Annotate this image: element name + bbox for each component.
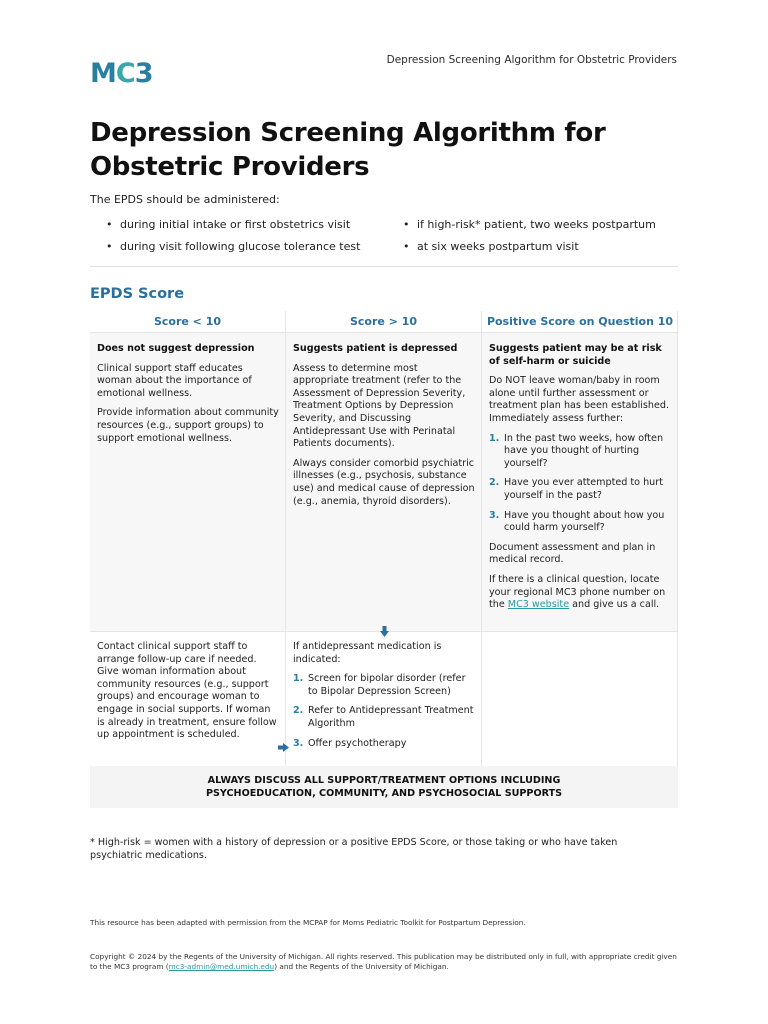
cell-q10-positive: Suggests patient may be at risk of self-harm or suicide Do NOT leave woman/baby in room alone until further assessment or treatment plan has been established. Immediately assess further: 1. In the past two weeks, how often have you thought of hurting yourself? 2. Have you ever attempted to hurt yourself in the past? 3. Have you thought about how you could harm yourself? Document assessment and plan in medical record. If there is a clinical question, locate your regional MC3 phone number on the MC3 website and give us a call.: [489, 343, 670, 611]
column-divider: [481, 311, 482, 766]
list-item: 3. Have you thought about how you could harm yourself?: [489, 509, 665, 534]
cell-background: [482, 631, 678, 766]
column-header-q10: Positive Score on Question 10: [482, 311, 678, 333]
bullet-item: • during visit following glucose tolerance test: [106, 240, 361, 253]
cell-low-followup: Contact clinical support staff to arrange follow-up care if needed. Give woman information about community resources (e.g., support groups) and encourage woman to engage in social supports. If woman is already in treatment, ensure follow up appointment is scheduled.: [97, 641, 277, 741]
cell-high-score: Suggests patient is depressed Assess to determine most appropriate treatment (refer to the Assessment of Depression Severity, Treatment Options by Depression Severity, and Discussing Antidepressant Use with Perinatal Patients documents). Always consider comorbid psychiatric illnesses (e.g., psychosis, substance use) and medical cause of depression (e.g., anemia, thyroid disorders).: [293, 343, 475, 507]
support-banner: ALWAYS DISCUSS ALL SUPPORT/TREATMENT OPTIONS INCLUDING PSYCHOEDUCATION, COMMUNITY, AND PSYCHOSOCIAL SUPPORTS: [90, 766, 678, 808]
medication-steps: [293, 673, 475, 750]
column-divider: [285, 311, 286, 766]
mc3-logo: MC3: [90, 58, 153, 89]
admin-email-link[interactable]: mc3-admin@med.umich.edu: [168, 962, 275, 971]
intro-text: The EPDS should be administered:: [90, 193, 280, 206]
cell-low-score: Does not suggest depression Clinical support staff educates woman about the importance of emotional wellness. Provide information about community resources (e.g., support groups) to support emotional wellness.: [97, 343, 279, 444]
list-item: 2. Have you ever attempted to hurt yourself in the past?: [489, 477, 663, 501]
arrow-down-icon: [380, 626, 389, 637]
list-item: 1. In the past two weeks, how often have you thought of hurting yourself?: [489, 432, 664, 469]
column-header-low: Score < 10: [90, 311, 285, 333]
page-title: Depression Screening Algorithm for Obstetric Providers: [90, 118, 606, 182]
adaptation-note: This resource has been adapted with permission from the MCPAP for Moms Pediatric Toolkit for Postpartum Depression.: [90, 918, 526, 927]
table-border: [677, 311, 678, 808]
bullet-item: • during initial intake or first obstetrics visit: [106, 218, 351, 231]
cell-high-followup: If antidepressant medication is indicated: 1. Screen for bipolar disorder (refer to Bipolar Depression Screen) 2. Refer to Antidepressant Treatment Algorithm 3. Offer psychotherapy: [293, 641, 474, 749]
epds-score-table: [90, 311, 678, 808]
administration-list: [90, 218, 678, 267]
bullet-item: • if high-risk* patient, two weeks postpartum: [403, 218, 656, 231]
list-item: 2. Refer to Antidepressant Treatment Algorithm: [293, 705, 474, 729]
mc3-website-link[interactable]: MC3 website: [507, 599, 570, 611]
assessment-questions: [489, 433, 671, 535]
list-item: 3. Offer psychotherapy: [293, 737, 407, 749]
bullet-item: • at six weeks postpartum visit: [403, 240, 579, 253]
copyright-note: Copyright © 2024 by the Regents of the University of Michigan. All rights reserved. This publication may be distributed only in full, with appropriate credit given to the MC3 program (mc3-admin@med.umich.edu) and the Regents of the University of Michigan.: [90, 952, 677, 971]
high-risk-footnote: * High-risk = women with a history of depression or a positive EPDS Score, or those taking or who have taken psychiatric medications.: [90, 837, 618, 861]
arrow-right-icon: [278, 743, 289, 752]
section-title: EPDS Score: [90, 286, 185, 302]
list-item: 1. Screen for bipolar disorder (refer to Bipolar Depression Screen): [293, 673, 466, 697]
header-doc-title: Depression Screening Algorithm for Obstetric Providers: [386, 54, 677, 66]
column-header-high: Score > 10: [286, 311, 481, 333]
